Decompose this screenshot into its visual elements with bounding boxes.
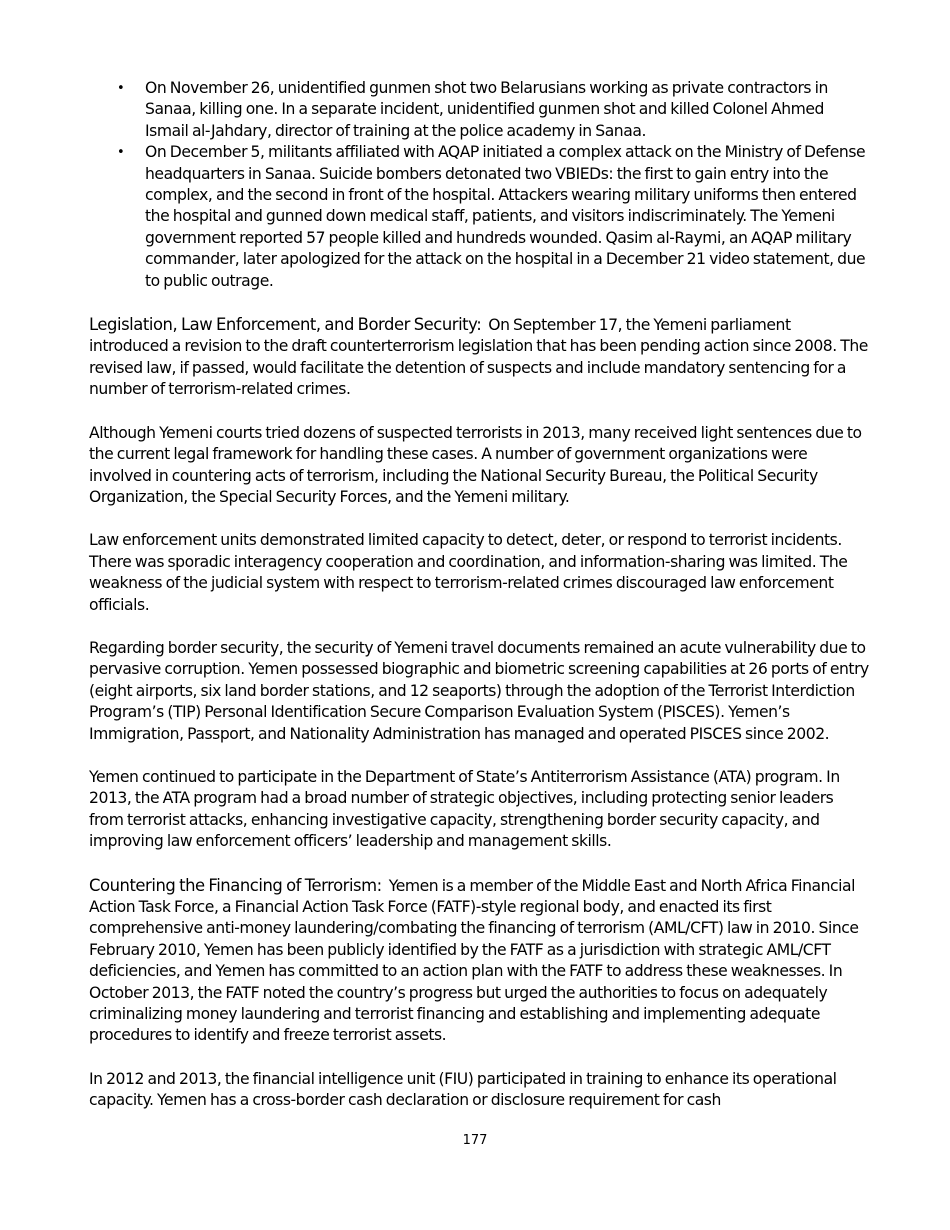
document-body (89, 78, 869, 1112)
financing-paragraph (89, 875, 869, 1047)
bullet-text: On November 26, unidentified gunmen shot two Belarusians working as private contractors in Sanaa, killing one. In a separate incident, unidentified gunmen shot and killed Colonel Ahmed Ismail al-Jahdary, director of training at the police academy in Sanaa. (145, 79, 828, 140)
law-enforcement-paragraph: Law enforcement units demonstrated limited capacity to detect, deter, or respond to terrorist incidents. There was sporadic interagency cooperation and coordination, and information-sharing was limited. The weakness of the judicial system with respect to terrorism-related crimes discouraged law enforcement officials. (89, 531, 848, 614)
border-security-paragraph: Regarding border security, the security of Yemeni travel documents remained an acute vulnerability due to pervasive corruption. Yemen possessed biographic and biometric screening capabilities at 26 ports of entry (eight airports, six land border stations, and 12 seaports) through the adoption of the Terrorist Interdiction Program’s (TIP) Personal Identification Secure Comparison Evaluation System (PISCES). Yemen’s Immigration, Passport, and Nationality Administration has managed and operated PISCES since 2002. (89, 638, 869, 743)
financing-text: Yemen is a member of the Middle East and North Africa Financial Action Task Force, a Financial Action Task Force (FATF)-style regional body, and enacted its first comprehensive anti-money laundering/combating the financing of terrorism (AML/CFT) law in 2010. Since February 2010, Yemen has been publicly identified by the FATF as a jurisdiction with strategic AML/CFT deficiencies, and Yemen has committed to an action plan with the FATF to address these weaknesses. In October 2013, the FATF noted the country’s progress but urged the authorities to focus on adequately criminalizing money laundering and terrorist financing and establishing and implementing adequate procedures to identify and freeze terrorist assets. (89, 876, 859, 1045)
legislation-text: On September 17, the Yemeni parliament introduced a revision to the draft counterterrorism legislation that has been pending action since 2008. The revised law, if passed, would facilitate the detention of suspects and include mandatory sentencing for a number of terrorism-related crimes. (89, 316, 868, 399)
bullet-dot-icon: • (117, 81, 125, 96)
bullet-item-december-5 (89, 142, 869, 292)
page-number: 177 (462, 1133, 488, 1148)
bullet-text: On December 5, militants affiliated with AQAP initiated a complex attack on the Ministry of Defense headquarters in Sanaa. Suicide bombers detonated two VBIEDs: the first to gain entry into the complex, and the second in front of the hospital. Attackers wearing military uniforms then entered the hospital and gunned down medical staff, patients, and visitors indiscriminately. The Yemeni government reported 57 people killed and hundreds wounded. Qasim al-Raymi, an AQAP military commander, later apologized for the attack on the hospital in a December 21 video statement, due to public outrage. (145, 143, 866, 290)
fiu-paragraph: In 2012 and 2013, the financial intelligence unit (FIU) participated in training to enhance its operational capacity. Yemen has a cross-border cash declaration or disclosure requirement for cash (89, 1069, 837, 1110)
legislation-heading: Legislation, Law Enforcement, and Border Security: (89, 315, 482, 335)
legislation-paragraph (89, 314, 869, 401)
ata-program-paragraph: Yemen continued to participate in the Department of State’s Antiterrorism Assistance (ATA) program. In 2013, the ATA program had a broad number of strategic objectives, including protecting senior leaders from terrorist attacks, enhancing investigative capacity, strengthening border security capacity, and improving law enforcement officers’ leadership and management skills. (89, 767, 840, 851)
financing-heading: Countering the Financing of Terrorism: (89, 875, 382, 895)
bullet-dot-icon: • (117, 145, 125, 161)
courts-paragraph: Although Yemeni courts tried dozens of suspected terrorists in 2013, many received light sentences due to the current legal framework for handling these cases. A number of government organizations were involved in countering acts of terrorism, including the National Security Bureau, the Political Security Organization, the Special Security Forces, and the Yemeni military. (89, 423, 862, 506)
incident-bullet-list (89, 78, 869, 292)
bullet-item-november-26 (89, 78, 869, 142)
